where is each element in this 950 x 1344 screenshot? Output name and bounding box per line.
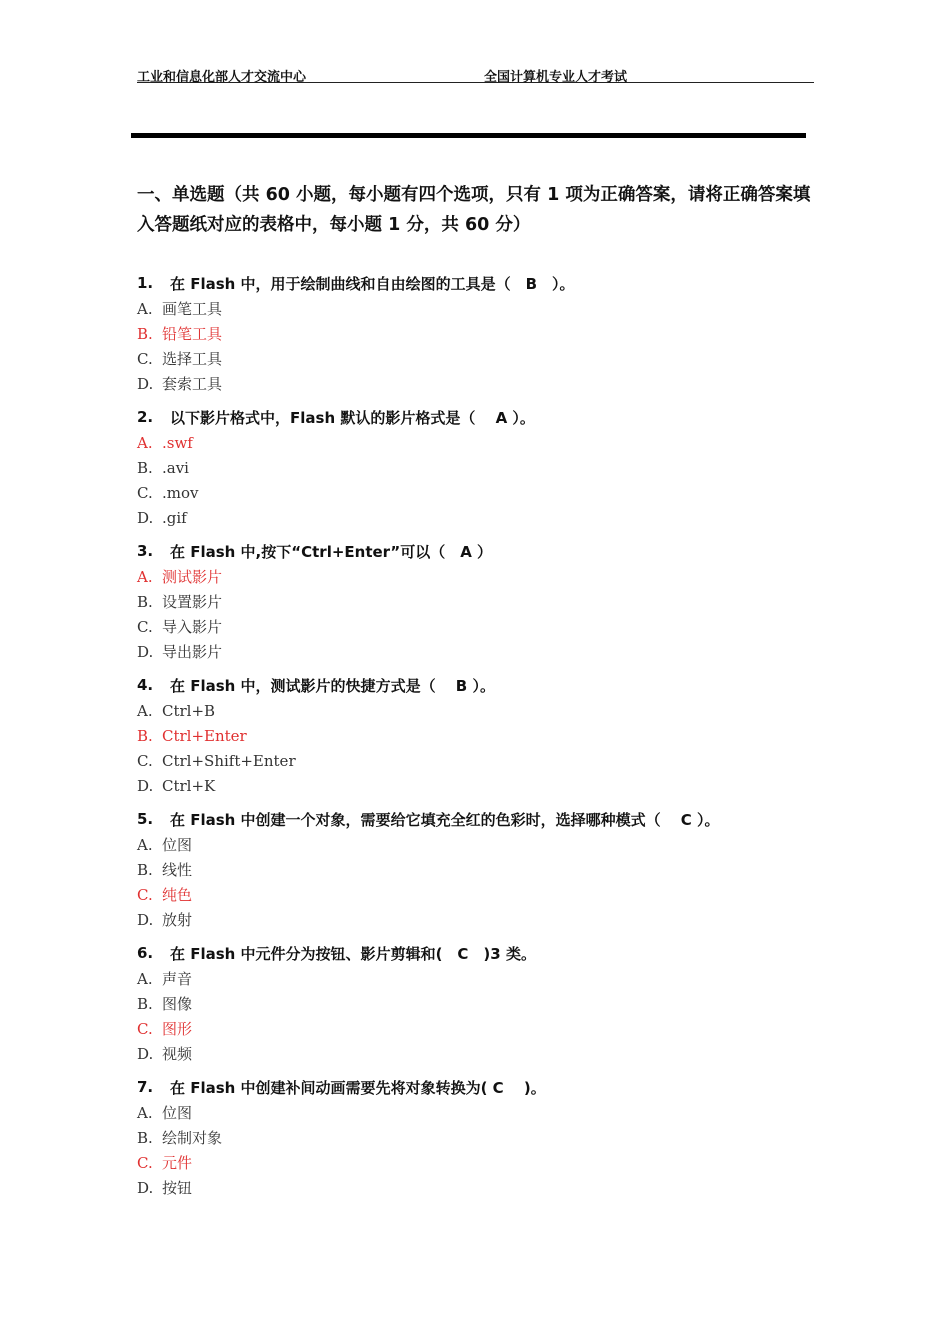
option-a: A. 位图 [137,835,193,854]
question-number: 6. [137,944,154,962]
thick-divider [131,133,806,138]
question-number: 7. [137,1078,154,1096]
question-stem [137,1074,817,1100]
option-b: B. 线性 [137,860,193,879]
question-text: 在 Flash 中元件分为按钮、影片剪辑和( C )3 类。 [170,944,536,963]
option-d: D. 套索工具 [137,374,223,393]
section-title: 一、单选题（共 60 小题，每小题有四个选项，只有 1 项为正确答案，请将正确答案填入答题纸对应的表格中，每小题 1 分，共 60 分） [137,185,811,235]
option-c: C. .mov [137,483,199,502]
header-exam: 全国计算机专业人才考试 [484,70,628,85]
option-c: C. Ctrl+Shift+Enter [137,751,296,770]
question-6 [137,940,817,1066]
option-c: C. 导入影片 [137,617,223,636]
option-b: B. 图像 [137,994,193,1013]
option-a: A. .swf [137,433,193,452]
question-number: 2. [137,408,154,426]
question-5 [137,806,817,932]
option-a: A. Ctrl+B [137,701,216,720]
option-b: B. 设置影片 [137,592,223,611]
option-d: D. Ctrl+K [137,776,216,795]
option-a: A. 声音 [137,969,193,988]
option-a: A. 位图 [137,1103,193,1122]
option-c: C. 元件 [137,1153,193,1172]
option-d: D. .gif [137,508,187,527]
option-c: C. 纯色 [137,885,193,904]
option-d: D. 导出影片 [137,642,223,661]
question-number: 1. [137,274,154,292]
question-number: 5. [137,810,154,828]
question-4 [137,672,817,798]
option-b: B. Ctrl+Enter [137,726,247,745]
option-b: B. .avi [137,458,189,477]
option-d: D. 按钮 [137,1178,193,1197]
question-stem [137,538,817,564]
question-stem [137,270,817,296]
question-1 [137,270,817,396]
question-2 [137,404,817,530]
option-a: A. 测试影片 [137,567,223,586]
question-stem [137,672,817,698]
option-d: D. 放射 [137,910,193,929]
header-org: 工业和信息化部人才交流中心 [137,70,307,85]
question-number: 3. [137,542,154,560]
option-c: C. 选择工具 [137,349,223,368]
question-3 [137,538,817,664]
option-a: A. 画笔工具 [137,299,223,318]
question-stem [137,404,817,430]
question-text: 以下影片格式中，Flash 默认的影片格式是（ A ）。 [170,408,535,427]
question-stem [137,940,817,966]
header-divider [137,82,814,83]
question-7 [137,1074,817,1200]
question-text: 在 Flash 中，用于绘制曲线和自由绘图的工具是（ B ）。 [170,274,575,293]
option-c: C. 图形 [137,1019,193,1038]
option-b: B. 绘制对象 [137,1128,223,1147]
question-stem [137,806,817,832]
option-d: D. 视频 [137,1044,193,1063]
question-text: 在 Flash 中,按下“Ctrl+Enter”可以（ A ） [170,542,493,561]
question-text: 在 Flash 中，测试影片的快捷方式是（ B ）。 [170,676,495,695]
question-text: 在 Flash 中创建一个对象，需要给它填充全红的色彩时，选择哪种模式（ C ）。 [170,810,720,829]
option-b: B. 铅笔工具 [137,324,223,343]
question-number: 4. [137,676,154,694]
question-text: 在 Flash 中创建补间动画需要先将对象转换为( C )。 [170,1078,546,1097]
